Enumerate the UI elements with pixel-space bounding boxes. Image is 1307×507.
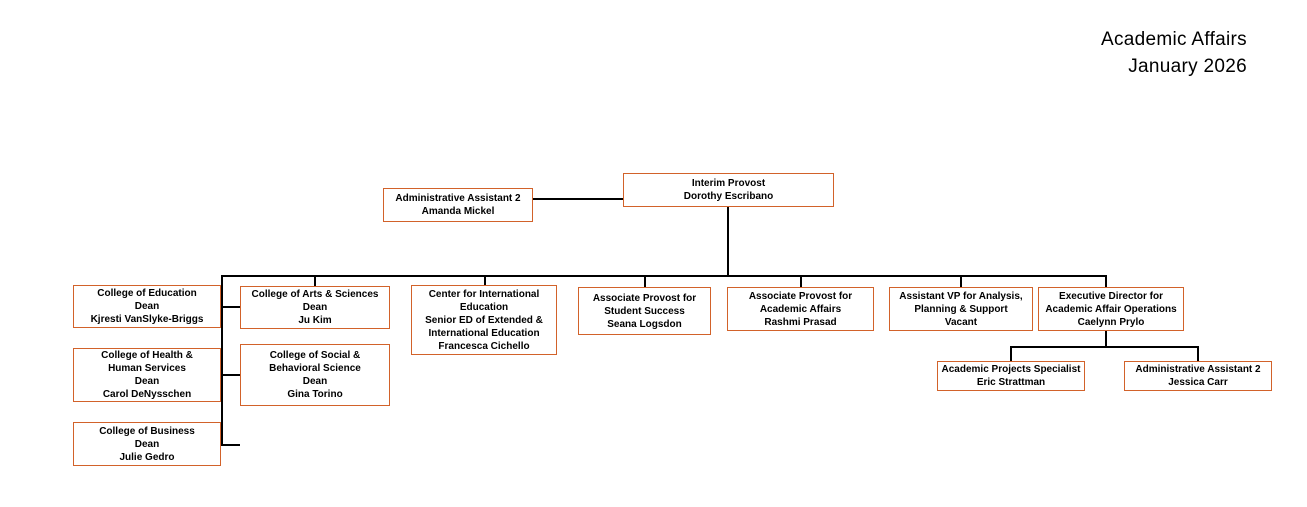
org-node-label: College of Education Dean Kjresti VanSlyke-Briggs — [90, 288, 204, 325]
connector-bus-to-arts-sciences — [314, 275, 316, 286]
org-node-college-of-business[interactable] — [73, 422, 221, 466]
org-node-label: Academic Projects Specialist Eric Strattman — [941, 364, 1081, 388]
org-node-associate-provost-student-success[interactable] — [578, 287, 711, 335]
connector-spine-to-health-services — [221, 374, 240, 376]
connector-bus-to-assistant-vp — [960, 275, 962, 287]
connector-spine-to-education — [221, 306, 240, 308]
org-node-label: Administrative Assistant 2 Amanda Mickel — [395, 193, 521, 217]
connector-main-horizontal-bus — [221, 275, 1107, 277]
org-node-interim-provost[interactable] — [623, 173, 834, 207]
org-node-college-of-social-behavioral-science[interactable] — [240, 344, 390, 406]
org-node-label: College of Arts & Sciences Dean Ju Kim — [251, 289, 379, 326]
org-node-administrative-assistant-2-mickel[interactable] — [383, 188, 533, 222]
connector-bus-to-academic-affairs — [800, 275, 802, 287]
connector-bus-to-projects-specialist — [1010, 346, 1012, 361]
org-node-administrative-assistant-2-carr[interactable] — [1124, 361, 1272, 391]
connector-bus-to-aa-carr — [1197, 346, 1199, 361]
org-node-college-of-health-human-services[interactable] — [73, 348, 221, 402]
connector-left-vertical-spine — [221, 275, 223, 445]
org-node-label: College of Health & Human Services Dean Carol DeNysschen — [101, 350, 193, 400]
connector-provost-down-trunk — [727, 207, 729, 276]
page-title: Academic Affairs — [1101, 29, 1247, 50]
org-node-label: Administrative Assistant 2 Jessica Carr — [1135, 364, 1261, 388]
org-node-college-of-arts-sciences[interactable] — [240, 286, 390, 329]
org-node-academic-projects-specialist[interactable] — [937, 361, 1085, 391]
org-node-college-of-education[interactable] — [73, 285, 221, 328]
page-subtitle: January 2026 — [1128, 56, 1247, 77]
org-node-label: College of Business Dean Julie Gedro — [99, 425, 195, 463]
connector-exec-down-trunk — [1105, 331, 1107, 347]
connector-bus-to-student-success — [644, 275, 646, 287]
org-node-label: Center for International Education Senior ED of Extended & International Education Francesca Cichello — [425, 288, 543, 352]
org-node-label: Assistant VP for Analysis, Planning & Support Vacant — [899, 290, 1023, 328]
org-node-label: Interim Provost Dorothy Escribano — [683, 178, 774, 202]
connector-provost-to-aa-mickel — [533, 198, 623, 200]
connector-bus-to-international — [484, 275, 486, 285]
connector-spine-to-business — [221, 444, 240, 446]
org-node-label: Associate Provost for Student Success Seana Logsdon — [592, 292, 697, 330]
org-node-executive-director-academic-affair-operations[interactable] — [1038, 287, 1184, 331]
org-node-assistant-vp-analysis-planning-support[interactable] — [889, 287, 1033, 331]
org-node-center-for-international-education[interactable] — [411, 285, 557, 355]
org-node-associate-provost-academic-affairs[interactable] — [727, 287, 874, 331]
org-node-label: Associate Provost for Academic Affairs Rashmi Prasad — [748, 290, 853, 328]
org-node-label: College of Social & Behavioral Science Dean Gina Torino — [269, 350, 361, 400]
connector-exec-horizontal-bus — [1010, 346, 1199, 348]
connector-bus-to-executive-director — [1105, 275, 1107, 287]
org-node-label: Executive Director for Academic Affair Operations Caelynn Prylo — [1045, 290, 1177, 328]
